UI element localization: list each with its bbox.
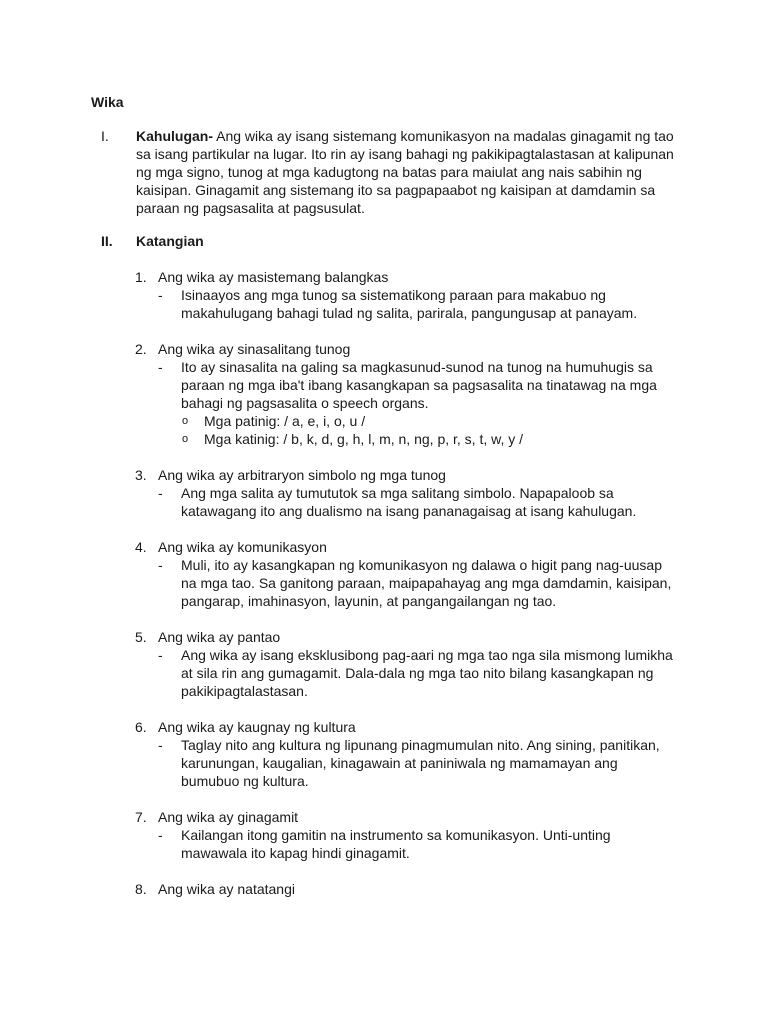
item-detail: Ang mga salita ay tumututok sa mga salitang simbolo. Napapaloob sa katawagang ito ang dualismo na isang pananagaisag at isang kahulugan. (181, 485, 637, 519)
item-detail: Ito ay sinasalita na galing sa magkasunud-sunod na tunog na humuhugis sa paraan ng mga iba't ibang kasangkapan sa pagsasalita na tinatawag na mga bahagi ng pagsasalita o speech organs. (181, 359, 657, 411)
dash-bullet: - (158, 485, 163, 501)
item-number: 7. (135, 809, 147, 825)
list-item (135, 538, 695, 610)
item-title: Ang wika ay masistemang balangkas (158, 269, 389, 285)
item-title: Ang wika ay sinasalitang tunog (158, 341, 351, 357)
section-number: II. (101, 233, 113, 249)
list-item (135, 268, 695, 322)
dash-bullet: - (158, 647, 163, 663)
list-item (135, 466, 695, 520)
dash-bullet: - (158, 737, 163, 753)
item-title: Ang wika ay pantao (158, 629, 281, 645)
item-title: Ang wika ay komunikasyon (158, 539, 327, 555)
item-detail: Ang wika ay isang eksklusibong pag-aari ng mga tao nga sila mismong lumikha at sila rin ang gumagamit. Dala-dala ng mga tao nito bilang kasangkapan ng pakikipagtalastasan. (181, 647, 673, 699)
dash-bullet: - (158, 287, 163, 303)
item-number: 8. (135, 881, 147, 897)
page-title: Wika (91, 94, 124, 110)
item-title: Ang wika ay kaugnay ng kultura (158, 719, 356, 735)
section-term: Kahulugan- (136, 128, 213, 144)
item-detail: Muli, ito ay kasangkapan ng komunikasyon ng dalawa o higit pang nag-uusap na mga tao. Sa ganitong paraan, maipapahayag ang mga damdamin, kaisipan, pangarap, imahinasyon, layunin, at pangangailangan ng tao. (181, 557, 672, 609)
sub-bullet: Mga katinig: / b, k, d, g, h, l, m, n, ng, p, r, s, t, w, y / (204, 431, 524, 447)
list-item (135, 628, 695, 700)
list-item (135, 808, 695, 862)
dash-bullet: - (158, 359, 163, 375)
item-number: 4. (135, 539, 147, 555)
dash-bullet: - (158, 827, 163, 843)
circle-bullet-icon: o (182, 415, 189, 427)
section-katangian (91, 232, 691, 250)
dash-bullet: - (158, 557, 163, 573)
item-detail: Kailangan itong gamitin na instrumento sa komunikasyon. Unti-unting mawawala ito kapag hindi ginagamit. (181, 827, 611, 861)
item-title: Ang wika ay arbitraryon simbolo ng mga tunog (158, 467, 446, 483)
circle-bullet-icon: o (182, 433, 189, 445)
item-number: 2. (135, 341, 147, 357)
list-item (135, 880, 695, 898)
section-body (136, 127, 681, 217)
section-number: I. (101, 128, 109, 144)
item-detail: Isinaayos ang mga tunog sa sistematikong paraan para makabuo ng makahulugang bahagi tulad ng salita, parirala, pangungusap at panayam. (181, 287, 638, 321)
item-title: Ang wika ay natatangi (158, 881, 295, 897)
sub-bullet-list (182, 412, 695, 448)
item-detail: Taglay nito ang kultura ng lipunang pinagmumulan nito. Ang sining, panitikan, karunungan, kaugalian, kinagawain at paniniwala ng mamamayan ang bumubuo ng kultura. (181, 737, 660, 789)
item-number: 5. (135, 629, 147, 645)
list-item (135, 340, 695, 448)
item-number: 1. (135, 269, 147, 285)
section-kahulugan (91, 127, 691, 217)
list-item (135, 718, 695, 790)
item-number: 6. (135, 719, 147, 735)
section-heading: Katangian (136, 233, 204, 249)
section-text: Ang wika ay isang sistemang komunikasyon na madalas ginagamit ng tao sa isang partikular na lugar. Ito rin ay isang bahagi ng pakikipagtalastasan at kalipunan ng mga signo, tunog at mga kadugtong na batas para maiulat ang nais sabihin ng kaisipan. Ginagamit ang sistemang ito sa pagpapaabot ng kaisipan at damdamin sa paraan ng pagsasalita at pagsusulat. (136, 128, 674, 216)
sub-bullet: Mga patinig: / a, e, i, o, u / (204, 413, 366, 429)
katangian-list (135, 268, 695, 916)
item-title: Ang wika ay ginagamit (158, 809, 299, 825)
item-number: 3. (135, 467, 147, 483)
